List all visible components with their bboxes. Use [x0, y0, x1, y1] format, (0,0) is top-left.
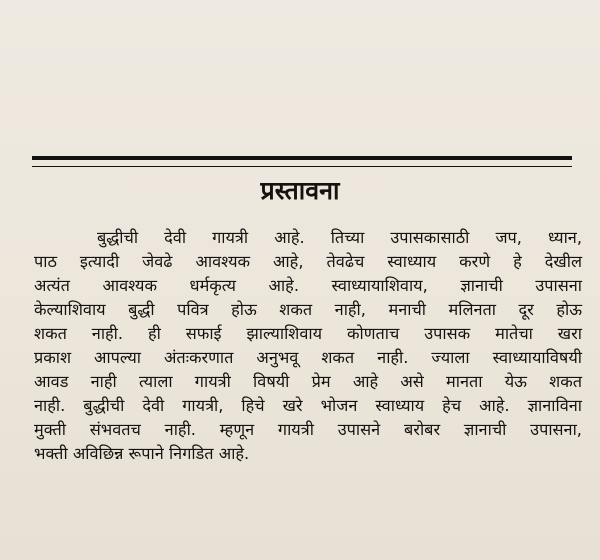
- paragraph-line: भक्ती अविछिन्न रूपाने निगडित आहे.: [34, 444, 250, 463]
- bleed-through-text: [170, 140, 430, 151]
- paragraph-line: नाही. बुद्धीची देवी गायत्री, हिचे खरे भोजन स्वाध्याय हेच आहे. ज्ञानाविना: [34, 396, 582, 415]
- heading-rule-thin: [32, 166, 572, 167]
- library-stamp: [0, 498, 216, 512]
- paragraph-line: शकत नाही. ही सफाई झाल्याशिवाय कोणताच उपासक मातेचा खरा: [34, 324, 582, 343]
- heading-rule-thick: [32, 156, 572, 160]
- paragraph-line: प्रकाश आपल्या अंतःकरणात अनुभवू शकत नाही. ज्याला स्वाध्यायाविषयी: [34, 348, 582, 367]
- paragraph-line: आवड नाही त्याला गायत्री विषयी प्रेम आहे असे मानता येऊ शकत: [34, 372, 582, 391]
- paragraph-line: केल्याशिवाय बुद्धी पवित्र होऊ शकत नाही, मनाची मलिनता दूर होऊ: [34, 300, 582, 319]
- stamp-line: [0, 498, 216, 512]
- paragraph-line: बुद्धीची देवी गायत्री आहे. तिच्या उपासकासाठी जप, ध्यान,: [97, 228, 582, 247]
- paragraph-line: पाठ इत्यादी जेवढे आवश्यक आहे, तेवढेच स्वाध्याय करणे हे देखील: [34, 252, 582, 271]
- body-paragraph: [34, 226, 582, 466]
- paragraph-line: मुक्ती संभवतच नाही. म्हणून गायत्री उपासने बरोबर ज्ञानाची उपासना,: [34, 420, 582, 439]
- paragraph-line: अत्यंत आवश्यक धर्मकृत्य आहे. स्वाध्यायाशिवाय, ज्ञानाची उपासना: [34, 276, 582, 295]
- section-heading: प्रस्तावना: [260, 176, 340, 205]
